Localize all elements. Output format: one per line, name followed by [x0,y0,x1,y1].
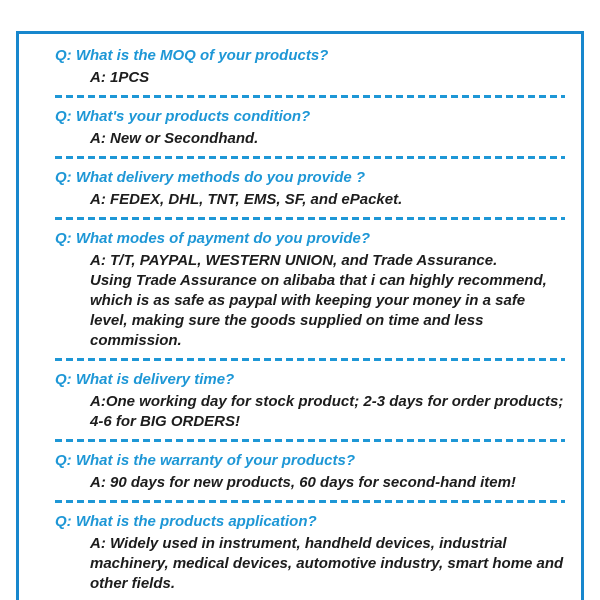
dashed-divider [55,217,565,220]
faq-question: Q: What is the warranty of your products? [55,452,356,469]
faq-item-application [55,512,565,600]
faq-answer-block [90,392,565,432]
faq-item-moq [55,46,565,98]
dashed-divider [55,95,565,98]
faq-answer-note: Using Trade Assurance on alibaba that i can highly recommend, which is as safe as paypal with keeping your money in a safe level, making sure the goods supplied on time and less commission. [90,272,547,349]
faq-answer-block [90,534,565,594]
faq-question: Q: What's your products condition? [55,108,311,125]
faq-question: Q: What is the MOQ of your products? [55,47,329,64]
faq-item-condition [55,107,565,159]
dashed-divider [55,156,565,159]
faq-answer: A: Widely used in instrument, handheld devices, industrial machinery, medical devices, automotive industry, smart home and other fields. [90,535,564,592]
faq-answer: A: New or Secondhand. [90,130,259,147]
faq-question: Q: What delivery methods do you provide ? [55,169,366,186]
faq-item-delivery-methods [55,168,565,220]
faq-answer: A: 1PCS [90,69,150,86]
dashed-divider [55,500,565,503]
faq-answer-block [90,68,565,88]
faq-answer-block [90,190,565,210]
faq-question: Q: What is delivery time? [55,371,235,388]
faq-item-delivery-time [55,370,565,442]
faq-answer: A: FEDEX, DHL, TNT, EMS, SF, and ePacket. [90,191,403,208]
faq-question: Q: What modes of payment do you provide? [55,230,371,247]
faq-answer: A: 90 days for new products, 60 days for second-hand item! [90,474,516,491]
faq-answer-block [90,129,565,149]
faq-item-warranty [55,451,565,503]
faq-answer-block [90,251,565,351]
faq-answer: A: T/T, PAYPAL, WESTERN UNION, and Trade Assurance. [90,252,498,269]
faq-answer: A:One working day for stock product; 2-3 days for order products; 4-6 for BIG ORDERS! [90,393,564,430]
dashed-divider [55,358,565,361]
faq-answer-block [90,473,565,493]
dashed-divider [55,439,565,442]
faq-panel [16,31,584,600]
faq-item-payment [55,229,565,361]
faq-question: Q: What is the products application? [55,513,317,530]
